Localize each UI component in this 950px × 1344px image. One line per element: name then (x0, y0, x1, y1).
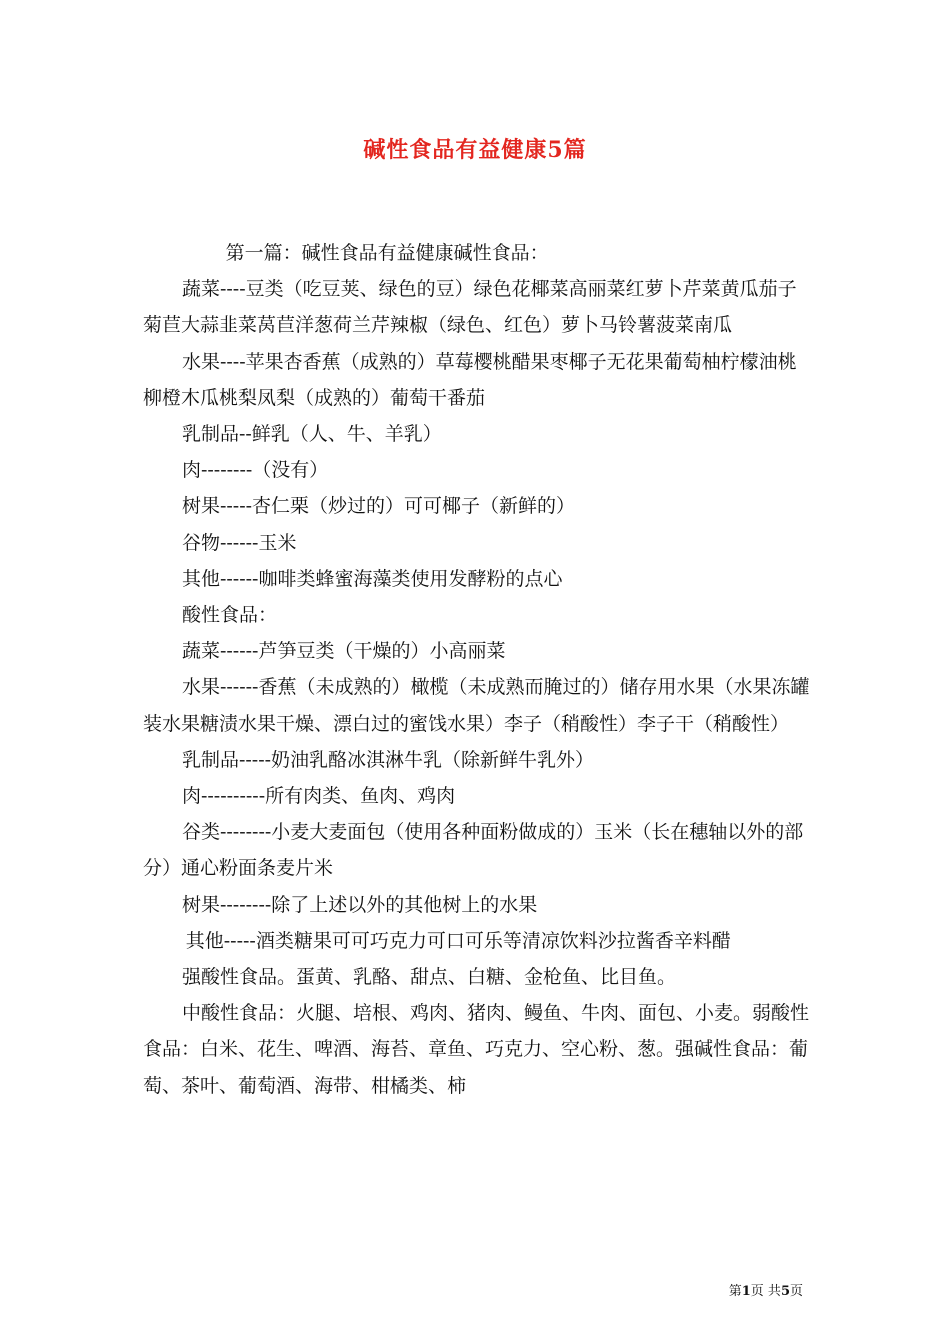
paragraph-strong-acidic: 强酸性食品。蛋黄、乳酪、甜点、白糖、金枪鱼、比目鱼。 (181, 966, 676, 989)
page-footer (729, 1280, 803, 1299)
footer-middle: 页 共 (750, 1284, 781, 1299)
paragraph-acidic-nuts: 树果--------除了上述以外的其他树上的水果 (181, 893, 538, 916)
paragraph-acidic-vegetables: 蔬菜------芦笋豆类（干燥的）小高丽菜 (181, 640, 506, 663)
paragraph-medium-acidic: 中酸性食品：火腿、培根、鸡肉、猪肉、鳗鱼、牛肉、面包、小麦。弱酸性食品：白米、花生、啤酒、海苔、章鱼、巧克力、空心粉、葱。强碱性食品：葡萄、茶叶、葡萄酒、海带、柑橘类、柿 (143, 1002, 809, 1097)
document-title: 碱性食品有益健康5篇 (363, 137, 587, 163)
paragraph-acidic-heading: 酸性食品： (181, 604, 277, 627)
paragraph-acidic-meat: 肉----------所有肉类、鱼肉、鸡肉 (181, 785, 456, 808)
footer-prefix: 第 (728, 1284, 742, 1299)
paragraph-alkaline-other: 其他------咖啡类蜂蜜海藻类使用发酵粉的点心 (181, 567, 563, 590)
footer-total-pages: 5 (780, 1284, 790, 1299)
paragraph-alkaline-vegetables: 蔬菜----豆类（吃豆荚、绿色的豆）绿色花椰菜高丽菜红萝卜芹菜黄瓜茄子菊苣大蒜韭菜莴苣洋葱荷兰芹辣椒（绿色、红色）萝卜马铃薯菠菜南瓜 (143, 278, 797, 337)
footer-suffix: 页 (789, 1284, 803, 1299)
paragraph-alkaline-dairy: 乳制品--鲜乳（人、牛、羊乳） (181, 423, 442, 446)
paragraph-alkaline-grains: 谷物------玉米 (181, 531, 297, 554)
paragraph-alkaline-fruits: 水果----苹果杏香蕉（成熟的）草莓樱桃醋果枣椰子无花果葡萄柚柠檬油桃柳橙木瓜桃梨凤梨（成熟的）葡萄干番茄 (143, 350, 797, 409)
paragraph-alkaline-nuts: 树果-----杏仁栗（炒过的）可可椰子（新鲜的） (181, 495, 576, 518)
paragraph-alkaline-meat: 肉--------（没有） (181, 459, 329, 482)
paragraph-acidic-grains: 谷类--------小麦大麦面包（使用各种面粉做成的）玉米（长在穗轴以外的部分）通心粉面条麦片米 (143, 821, 804, 880)
footer-page-number: 1 (741, 1284, 751, 1299)
document-body (143, 235, 811, 1104)
paragraph-acidic-other: 其他-----酒类糖果可可巧克力可口可乐等清凉饮料沙拉酱香辛料醋 (185, 929, 731, 952)
paragraph-intro: 第一篇：碱性食品有益健康碱性食品： (225, 242, 549, 264)
paragraph-acidic-dairy: 乳制品-----奶油乳酪冰淇淋牛乳（除新鲜牛乳外） (181, 748, 595, 771)
paragraph-acidic-fruits: 水果------香蕉（未成熟的）橄榄（未成熟而腌过的）储存用水果（水果冻罐装水果糖渍水果干燥、漂白过的蜜饯水果）李子（稍酸性）李子干（稍酸性） (143, 676, 810, 735)
